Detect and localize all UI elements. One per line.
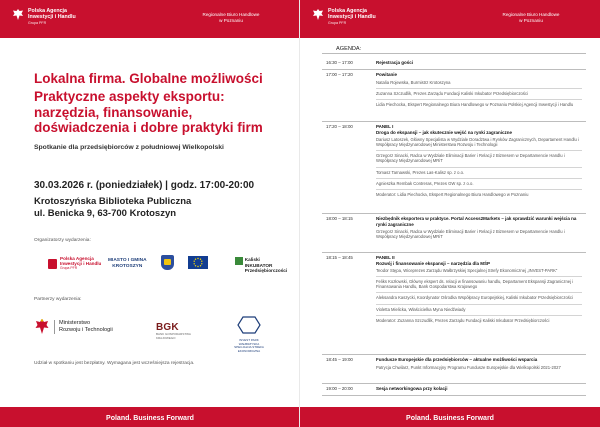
kip-line1: Kaliski INKUBATOR — [244, 257, 273, 268]
venue-address: ul. Benicka 9, 63-700 Krotoszyn — [34, 207, 177, 219]
header-band — [0, 0, 300, 38]
agenda-time: 18:15 – 18:45 — [326, 255, 353, 260]
footer-band — [0, 407, 300, 427]
office-line2: w Poznaniu — [519, 18, 543, 23]
agenda-detail: Natalia Rojewska, Burmistrz Krotoszyna — [376, 78, 582, 89]
agenda-time: 18:45 – 19:00 — [326, 357, 353, 362]
agenda-time: 17:20 – 18:00 — [326, 124, 353, 129]
bgk-subtitle: BANK GOSPODARSTWA KRAJOWEGO — [156, 332, 191, 340]
footer-band — [300, 407, 600, 427]
agenda-title: Sesja networkingowa przy kolacji — [376, 386, 448, 391]
paih-logo — [48, 256, 101, 272]
agenda-divider — [322, 354, 586, 355]
agenda-divider — [322, 252, 586, 253]
agenda-detail: Moderator: Lidia Piechocka, Ekspert Regionalnego Biura Handlowego w Poznaniu — [376, 191, 529, 197]
paih-line2: Inwestycji i Handlu — [60, 261, 102, 267]
event-headline: Praktyczne aspekty eksportu: narzędzia, finansowanie, doświadczenia i dobre praktyki firm — [34, 89, 263, 135]
footer-brand — [0, 415, 300, 422]
agenda-detail: Zuzanna Szczudlik, Prezes Zarządu Fundacji Kaliski Inkubator Przedsiębiorczości — [376, 89, 582, 100]
venue-name: Krotoszyńska Biblioteka Publiczna — [34, 196, 192, 207]
white-eagle-icon — [12, 8, 24, 21]
agenda-time: 19:00 – 20:00 — [326, 386, 353, 391]
agenda-label: AGENDA: — [336, 46, 362, 52]
agenda-detail: Patrycja Chwilarz, Punkt Informacyjny Programu Fundusze Europejskie dla Wielkopolski 2021-2027 — [376, 364, 561, 370]
agenda-divider — [322, 395, 586, 396]
footer-brand — [300, 415, 600, 422]
agenda-time: 17:00 – 17:20 — [326, 72, 353, 77]
agenda-title: Powitanie — [376, 72, 398, 77]
agency-name-line1: Polska Agencja — [28, 8, 67, 14]
invest-park-top: INVEST PARK — [239, 338, 259, 342]
office-line2: w Poznaniu — [219, 18, 243, 23]
coat-of-arms-icon — [161, 255, 174, 270]
paih-eagle-icon — [48, 259, 57, 269]
kip-logo — [235, 257, 287, 274]
agenda-title: PANEL II Rozwój i finansowanie ekspansji – narzędzia dla MŚP — [376, 255, 491, 266]
partner-logos — [34, 312, 284, 353]
agency-name-line1: Polska Agencja — [328, 8, 367, 14]
kip-square-icon — [235, 257, 243, 265]
brand-part1: Poland. — [406, 415, 432, 422]
paih-group: Grupa PFR — [60, 266, 78, 271]
event-subtitle: Spotkanie dla przedsiębiorców z południowej Wielkopolski — [34, 144, 224, 151]
agency-logo — [312, 8, 376, 27]
agency-group: Grupa PFR — [328, 21, 347, 26]
paih-line1: Polska Agencja — [60, 256, 94, 261]
polish-eagle-emblem-icon — [34, 318, 50, 336]
agenda-time: 18:00 – 18:15 — [326, 216, 353, 221]
agenda-detail: Dariusz Latoszek, Główny Specjalista w Wydziale Doradztwa i Rynków Zagranicznych, Departament Handlu i Współpracy Międzynarodowej Ministerstwa Rozwoju i Technologii — [376, 135, 582, 151]
mrit-line1: Ministerstwo — [59, 320, 91, 327]
office-line1: Regionalne Biuro Handlowe — [502, 12, 560, 17]
header-band — [300, 0, 600, 38]
agenda-detail: Teodor Stępa, Wiceprezes Zarządu Wałbrzyskiej Specjalnej Strefy Ekonomicznej „INVEST-PARK” — [376, 266, 582, 277]
agency-logo — [12, 8, 76, 27]
brand-part2: Business Forward — [133, 415, 194, 422]
miasto-line1: MIASTO I GMINA — [108, 258, 147, 263]
agenda-detail: Moderator: Zuzanna Szczudlik, Prezes Zarządu Fundacji Kaliski Inkubator Przedsiębiorczości — [376, 317, 550, 323]
event-title: Lokalna firma. Globalne możliwości — [34, 71, 263, 86]
agenda-detail: Feliks Kozłowski, Główny ekspert ds. relacji w finansowaniu handlu, Departament Ekspansji Zagranicznej i Finansowania Handlu, Bank Gospodarstwa Krajowego — [376, 277, 582, 293]
agenda-detail: Grzegorz Sinacki, Radca w Wydziale Eliminacji Barier i Relacji z Biznesem w Departamencie Handlu i Współpracy Międzynarodowej MRiT — [376, 229, 565, 240]
eu-flag-icon — [188, 256, 208, 269]
event-date: 30.03.2026 r. (poniedziałek) | godz. 17:00-20:00 — [34, 180, 255, 191]
agenda-divider — [322, 121, 586, 122]
invest-park-logo — [230, 316, 268, 353]
agenda-detail: Aleksandra Kaszycki, Koordynator Ośrodka Współpracy Europejskiej, Kaliski Inkubator Przedsiębiorczości — [376, 293, 582, 304]
bgk-logo — [156, 322, 196, 340]
agenda-rule — [322, 53, 586, 54]
agenda-detail: Tomasz Tarnawski, Prezes Las-Kalisz sp. z o.o. — [376, 168, 582, 179]
agenda-divider — [322, 69, 586, 70]
event-venue — [34, 196, 191, 219]
agenda-detail: Lidia Piechocka, Ekspert Regionalnego Biura Handlowego w Poznaniu Polskiej Agencji Inwestycji i Handlu — [376, 101, 574, 107]
agenda-time: 16:30 – 17:00 — [326, 60, 353, 65]
bgk-mark: BGK — [156, 322, 179, 333]
office-line1: Regionalne Biuro Handlowe — [202, 12, 260, 17]
kip-line2: Przedsiębiorczości — [244, 268, 288, 273]
agenda-title: Rejestracja gości — [376, 60, 414, 65]
agenda-detail: Grzegorz Sinacki, Radca w Wydziale Eliminacji Barier i Relacji z Biznesem w Departamencie Handlu i Współpracy Międzynarodowej MRiT — [376, 151, 582, 167]
agenda-detail: Agnieszka Rembak Contreras, Prezes GW sp. z o.o. — [376, 179, 582, 190]
agency-name-line2: Inwestycji i Handlu — [328, 14, 376, 21]
agenda-detail: Violetta Mielicka, Właścicielka Myna Niedźwiady — [376, 305, 582, 316]
partners-label: Partnerzy wydarzenia: — [34, 297, 82, 302]
krotoszyn-logo — [108, 258, 147, 270]
brand-part2: Business Forward — [433, 415, 494, 422]
agenda-divider — [322, 383, 586, 384]
agency-group: Grupa PFR — [28, 21, 47, 26]
registration-note: Udział w spotkaniu jest bezpłatny. Wymagana jest wcześniejsza rejestracja. — [34, 361, 195, 366]
office-name — [176, 12, 286, 24]
invest-park-badge-icon — [237, 316, 261, 334]
white-eagle-icon — [312, 8, 324, 21]
agenda-divider — [322, 213, 586, 214]
ministry-logo — [34, 318, 113, 336]
organizer-logos — [48, 252, 288, 278]
agenda-title: PANEL I Droga do ekspansji – jak skutecznie wejść na rynki zagraniczne — [376, 124, 513, 135]
brand-part1: Poland. — [106, 415, 132, 422]
office-name — [476, 12, 586, 24]
agenda-title: Fundusze Europejskie dla przedsiębiorców – aktualne możliwości wsparcia — [376, 357, 538, 362]
mrit-line2: Rozwoju i Technologii — [59, 327, 113, 333]
agency-name-line2: Inwestycji i Handlu — [28, 14, 76, 21]
invest-park-sub: WAŁBRZYSKA SPECJALNA STREFA EKONOMICZNA — [234, 341, 264, 353]
agenda-title: Niezbędnik eksportera w praktyce. Portal Access2Markets – jak sprawdzić warunki wejścia na rynki zagraniczne — [376, 216, 577, 227]
miasto-line2: KROTOSZYN — [112, 263, 143, 269]
organizers-label: Organizatorzy wydarzenia: — [34, 238, 91, 243]
